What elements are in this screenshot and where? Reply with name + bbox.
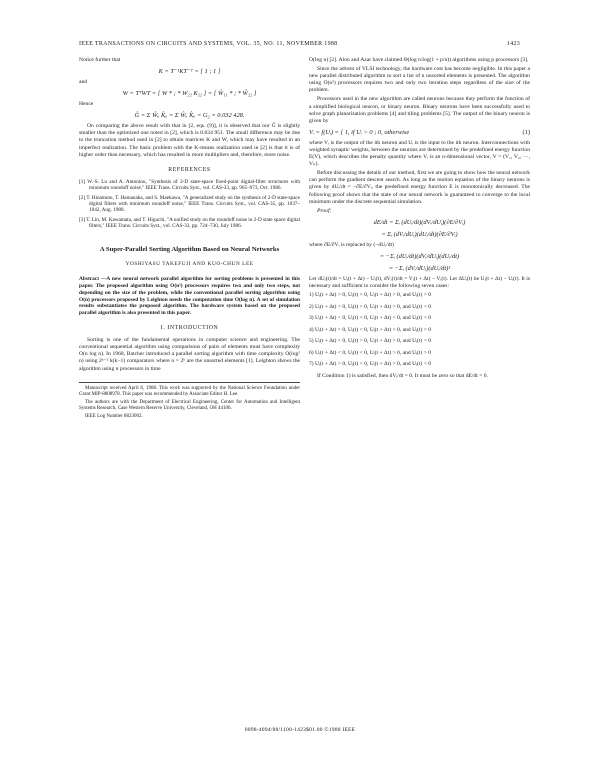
condition-item: 3) Uᵢ(t + Δt) < 0, Uᵢ(t) < 0, Uᵢ(t + Δt) < 0, and Uᵢ(t) < 0 xyxy=(309,315,432,322)
paragraph: Let dUᵢ(t)/dt = Uᵢ(t + Δt) − Uᵢ(t), dVᵢ(t)/dt = Vᵢ(t + Δt) − Vᵢ(t). Let ΔUᵢ(t) be Uᵢ(t + Δt) − Uᵢ(t). It is necessary and sufficient to consider the following seven cases: xyxy=(309,275,530,289)
page-number: 1423 xyxy=(506,41,520,47)
proof-label: Proof: xyxy=(317,207,332,214)
footnote: Manuscript received April 8, 1988. This work was supported by the National Science Foundation under Grant MIP-8808978. This paper was recommended by Associate Editor H. Lee. xyxy=(79,385,300,397)
references-heading: REFERENCES xyxy=(168,166,211,173)
paragraph: where Vᵢ is the output of the ith neuron and Uᵢ is the input to the ith neuron. Interconnections with weighted synaptic weights, between the neurons are determined by the predefined energy function E(V), which describes the penalty quantity where Vᵢ is an n-dimensional vector, V = (V₁, V₂, ···, Vₙ). xyxy=(309,139,530,168)
body-paragraph: On comparing the above result with that in [2, eqs. (9)], it is observed that our Ĝ is slightly smaller than the optimized one noted in [2], which is 0.034 951. The small difference may be due to the truncation method used in [2] to obtain matrices K and W, which may have resulted in an imperfect realization. The basic problem with the K-means realization used in [2] is that it is of higher order than necessary, which has resulted in more multipliers and, therefore, more noise. xyxy=(79,123,300,158)
notice-text: Notice further that xyxy=(79,57,121,63)
introduction-paragraph: Sorting is one of the fundamental operations in computer science and engineering. The conventional sequential algorithm using comparisons of pairs of elements must have complexity O(n log n). In 1968, Batcher introduced a parallel sorting algorithm with time complexity O(log² n) using 2ᵏ⁻² k(k−1) comparators where n = 2ᵏ are the unsorted elements [1]. Leighton shows the algorithm using n processors in time xyxy=(79,337,300,372)
hence-text: Hence xyxy=(79,101,94,108)
abstract: Abstract —A new neural network parallel algorithm for sorting problems is presented in this paper. The proposed algorithm using O(n²) processors requires two and only two steps, not depending on the size of the problem, while the conventional parallel sorting algorithm using O(n) processors proposed by Leighton needs the computation time O(log n). A set of simulation results substantiates the proposed algorithm. The hardware system based on the proposed parallel algorithm is also presented in this paper. xyxy=(79,276,300,317)
paper-authors: YOSHIYASU TAKEFUJI AND KUO-CHUN LEE xyxy=(125,261,254,268)
paragraph: Since the advent of VLSI technology, the hardware cost has become negligible. In this paper a new parallel distributed algorithm to sort a list of n unsorted elements is presented. The algorithm using O(n²) processors requires two and only two iteration steps regardless of the size of the problem. xyxy=(309,66,530,94)
reference-item: [1] W.-S. Lu and A. Antoniou, "Synthesis of 2-D state-space fixed-point digital-filter structures with minimum roundoff noise," IEEE Trans. Circuits Syst., vol. CAS-33, pp. 965–973, Oct. 1986. xyxy=(79,178,300,192)
introduction-heading: I. INTRODUCTION xyxy=(160,325,219,332)
proof-equation: = −Σᵢ (dUᵢ/dt)(dVᵢ/dUᵢ)(dUᵢ/dt) xyxy=(379,252,460,260)
proof-text: where ∂E/∂Vᵢ is replaced by (−dUᵢ/dt) xyxy=(309,241,394,248)
condition-item: 7) Uᵢ(t + Δt) > 0, Uᵢ(t) < 0, Uᵢ(t + Δt) > 0, and Uᵢ(t) < 0 xyxy=(309,361,432,368)
footnote: IEEE Log Number 8823002. xyxy=(85,414,143,420)
equation-body: Vᵢ = f(Uᵢ) = { 1, if Uᵢ > 0 ; 0, otherwise xyxy=(309,128,410,136)
journal-header: IEEE TRANSACTIONS ON CIRCUITS AND SYSTEMS, VOL. 35, NO. 11, NOVEMBER 1988 xyxy=(79,41,338,47)
proof-equation: dE/dt = Σᵢ (dUᵢ/dt)(dVᵢ/dUᵢ)(∂E/∂Vᵢ) xyxy=(373,218,466,226)
equation-w: W = TᵀWT = [ W * ; * W₂₂ K₂₂ ] = [ Ŵ₁₁ * ; * Ŵ₂₂ ] xyxy=(122,90,257,98)
copyright-line: 0098-4094/88/1100-1423$01.00 ©1988 IEEE xyxy=(244,727,356,733)
condition-item: 6) Uᵢ(t + Δt) < 0, Uᵢ(t) < 0, Uᵢ(t + Δt) > 0, and Uᵢ(t) > 0 xyxy=(309,349,432,356)
equation-1 xyxy=(309,128,530,137)
paper-title: A Super-Parallel Sorting Algorithm Based on Neural Networks xyxy=(99,245,280,253)
condition-item: 5) Uᵢ(t + Δt) < 0, Uᵢ(t) > 0, Uᵢ(t + Δt) > 0, and Uᵢ(t) < 0 xyxy=(309,338,432,345)
equation-number: (1) xyxy=(522,128,530,136)
paragraph: Before discussing the details of our method, first we are going to show how the neural network can perform the gradient descent search. As long as the motion equation of the binary neurons is given by dUᵢ/dt = −∂E/∂Vᵢ, the predefined energy function E is monotonically decreased. The following proof shows that the state of our neural network is guaranteed to converge to the local minimum under the discrete sequential simulation. xyxy=(309,170,530,205)
footnotes xyxy=(79,382,300,421)
paragraph: If Condition 1) is satisfied, then dVᵢ/dt = 0. It must be zero so that dE/dt = 0. xyxy=(317,372,488,379)
equation-k: K = T⁻¹KT⁻ᵀ = [ 1 ; 1 ] xyxy=(158,68,221,76)
right-column xyxy=(309,57,530,382)
reference-item: [3] T. Lin, M. Kawamata, and T. Higuchi, "A unified study on the roundoff noise in 2-D state space digital filters," IEEE Trans. Circuits Syst., vol. CAS-33, pp. 724–730, July 1986. xyxy=(79,216,300,230)
and-text: and xyxy=(79,79,88,86)
paragraph: O(log n) [2]. Alon and Azar have claimed Θ(log n/log(1 + p/n)) algorithms using p processors [3]. xyxy=(309,57,529,63)
reference-item: [2] T. Hinamoto, T. Hamanaka, and S. Maekawa, "A generalized study on the synthesis of 2-D state-space digital filters with minimum roundoff noise," IEEE Trans. Circuits Syst., vol. CAS-35, pp. 1037–1042, Aug. 1988. xyxy=(79,194,300,214)
left-column xyxy=(79,57,300,423)
proof-equation: = −Σᵢ (dVᵢ/dUᵢ)(dUᵢ/dt)² xyxy=(388,264,451,272)
condition-item: 1) Uᵢ(t + Δt) > 0, Uᵢ(t) > 0, Uᵢ(t + Δt) > 0, and Uᵢ(t) > 0 xyxy=(309,292,432,299)
condition-item: 2) Uᵢ(t + Δt) > 0, Uᵢ(t) > 0, Uᵢ(t + Δt) > 0, and Uᵢ(t) < 0 xyxy=(309,303,432,310)
footnote: The authors are with the Department of Electrical Engineering, Center for Automation and Intelligent Systems Research, Case Western Reserve University, Cleveland, OH 44106. xyxy=(79,400,300,412)
paragraph: Processors used in the new algorithm are called neurons because they perform the function of a simplified biological neuron, or binary neuron. Binary neurons have been successfully used to solve graph planarization problems [4] and tiling problems [5]. The output of the binary neuron is given by xyxy=(309,96,530,124)
equation-g: Ĝ = Σ Ŵᵢᵢ K̂ᵢᵢ = Σ Ŵᵢᵢ K̂ᵢᵢ = G₂ = 0.032 428. xyxy=(134,112,245,120)
condition-item: 4) Uᵢ(t + Δt) > 0, Uᵢ(t) < 0, Uᵢ(t + Δt) < 0, and Uᵢ(t) > 0 xyxy=(309,326,432,333)
proof-equation: = Σᵢ (dVᵢ/dUᵢ)(dUᵢ/dt)(∂E/∂Vᵢ) xyxy=(381,230,458,238)
